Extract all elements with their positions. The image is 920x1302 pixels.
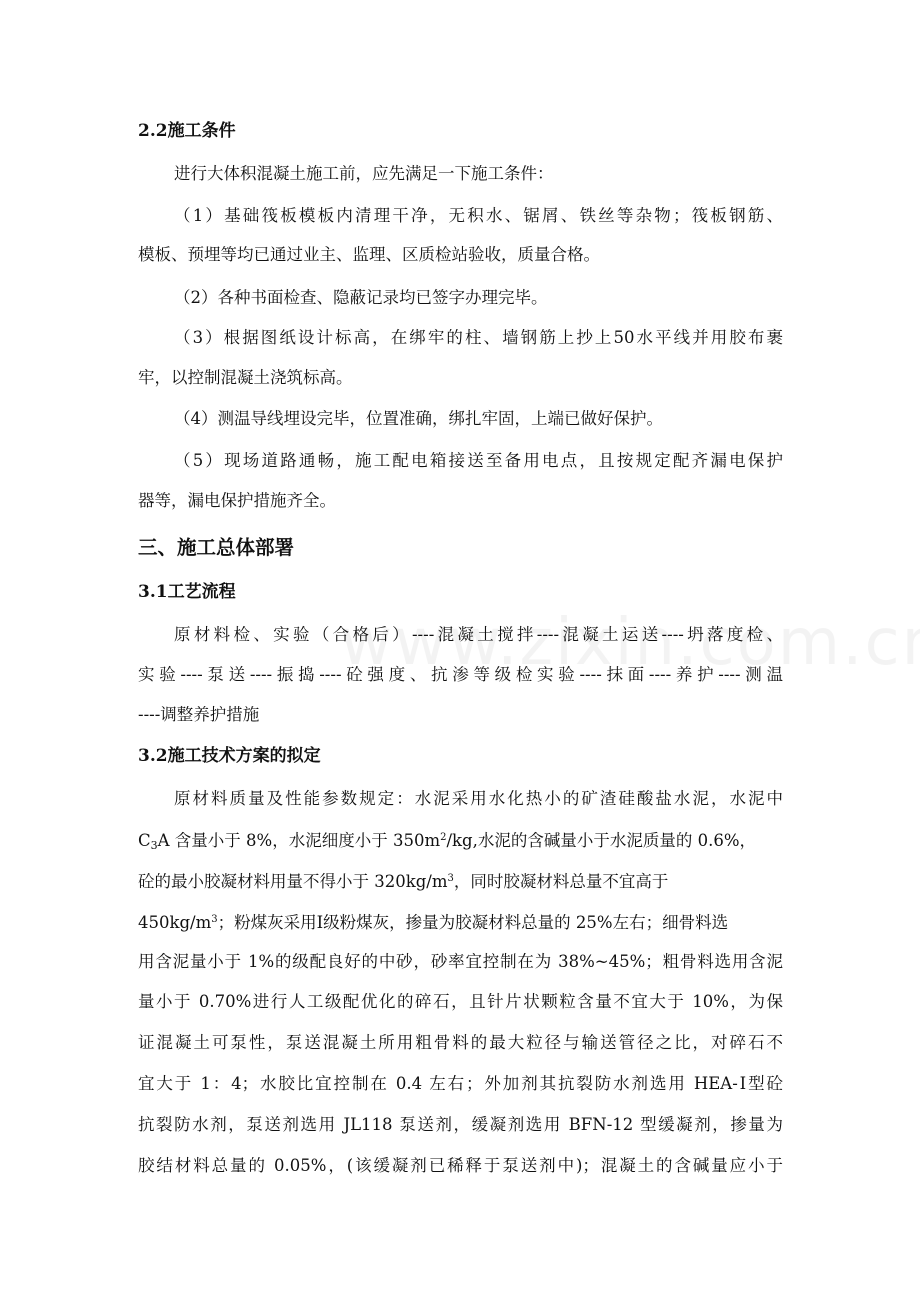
paragraph-line: 模板、预埋等均已通过业主、监理、区质检站验收，质量合格。 [138,245,600,264]
subscript: 3 [150,839,158,852]
section-heading-2-2: 2.2施工条件 [138,121,236,141]
superscript: 2 [440,832,447,843]
paragraph-line: （2）各种书面检查、隐蔽记录均已签字办理完毕。 [174,288,548,307]
paragraph-line: 证混凝土可泵性，泵送混凝土所用粗骨料的最大粒径与输送管径之比，对碎石不 [138,1033,783,1052]
paragraph-line: 胶结材料总量的 0.05%，(该缓凝剂已稀释于泵送剂中)；混凝土的含碱量应小于 [138,1156,783,1175]
paragraph-line: 用含泥量小于 1%的级配良好的中砂，砂率宜控制在为 38%~45%；粗骨料选用含泥 [138,952,783,971]
paragraph-line [138,909,783,934]
paragraph-line: 牢，以控制混凝土浇筑标高。 [138,368,353,387]
paragraph-line: 原材料检、实验（合格后）----混凝土搅拌----混凝土运送----坍落度检、 [174,625,783,644]
paragraph-line: ----调整养护措施 [138,705,260,724]
paragraph-line: 宜大于 1：4；水胶比宜控制在 0.4 左右；外加剂其抗裂防水剂选用 HEA-Ⅰ型砼 [138,1074,783,1093]
superscript: 3 [211,914,218,925]
paragraph-line: 实验----泵送----振捣----砼强度、抗渗等级检实验----抹面----养护----测温 [138,665,783,684]
text-run: 砼的最小胶凝材料用量不得小于 320kg/m [138,872,448,891]
paragraph-line: （1）基础筏板模板内清理干净，无积水、锯屑、铁丝等杂物；筏板钢筋、 [174,206,783,225]
text-run: C [138,831,151,850]
text-run: A 含量小于 8%，水泥细度小于 350m [157,831,441,850]
paragraph-line: （3）根据图纸设计标高，在绑牢的柱、墙钢筋上抄上50水平线并用胶布裹 [174,328,783,347]
paragraph-line: （5）现场道路通畅，施工配电箱接送至备用电点，且按规定配齐漏电保护 [174,451,783,470]
chapter-heading-3: 三、施工总体部署 [138,536,295,559]
superscript: 3 [447,873,454,884]
text-run: /kg,水泥的含碱量小于水泥质量的 0.6%， [446,831,756,850]
paragraph-line: 原材料质量及性能参数规定：水泥采用水化热小的矿渣硅酸盐水泥，水泥中 [174,789,783,808]
paragraph-line: 抗裂防水剂，泵送剂选用 JL118 泵送剂，缓凝剂选用 BFN-12 型缓凝剂，掺量为 [138,1115,783,1134]
paragraph-line [138,868,783,893]
paragraph-line: 量小于 0.70%进行人工级配优化的碎石，且针片状颗粒含量不宜大于 10%，为保 [138,992,783,1011]
text-run: ，同时胶凝材料总量不宜高于 [453,872,669,891]
paragraph-line: 进行大体积混凝土施工前，应先满足一下施工条件： [174,164,554,183]
paragraph-line [138,827,783,857]
text-run: 450kg/m [138,913,212,932]
paragraph-line: 器等，漏电保护措施齐全。 [138,491,336,510]
text-run: ；粉煤灰采用Ⅰ级粉煤灰，掺量为胶凝材料总量的 25%左右；细骨料选 [217,913,729,932]
section-heading-3-2: 3.2施工技术方案的拟定 [138,746,321,766]
paragraph-line: （4）测温导线埋设完毕，位置准确，绑扎牢固，上端已做好保护。 [174,409,663,428]
section-heading-3-1: 3.1工艺流程 [138,582,236,602]
